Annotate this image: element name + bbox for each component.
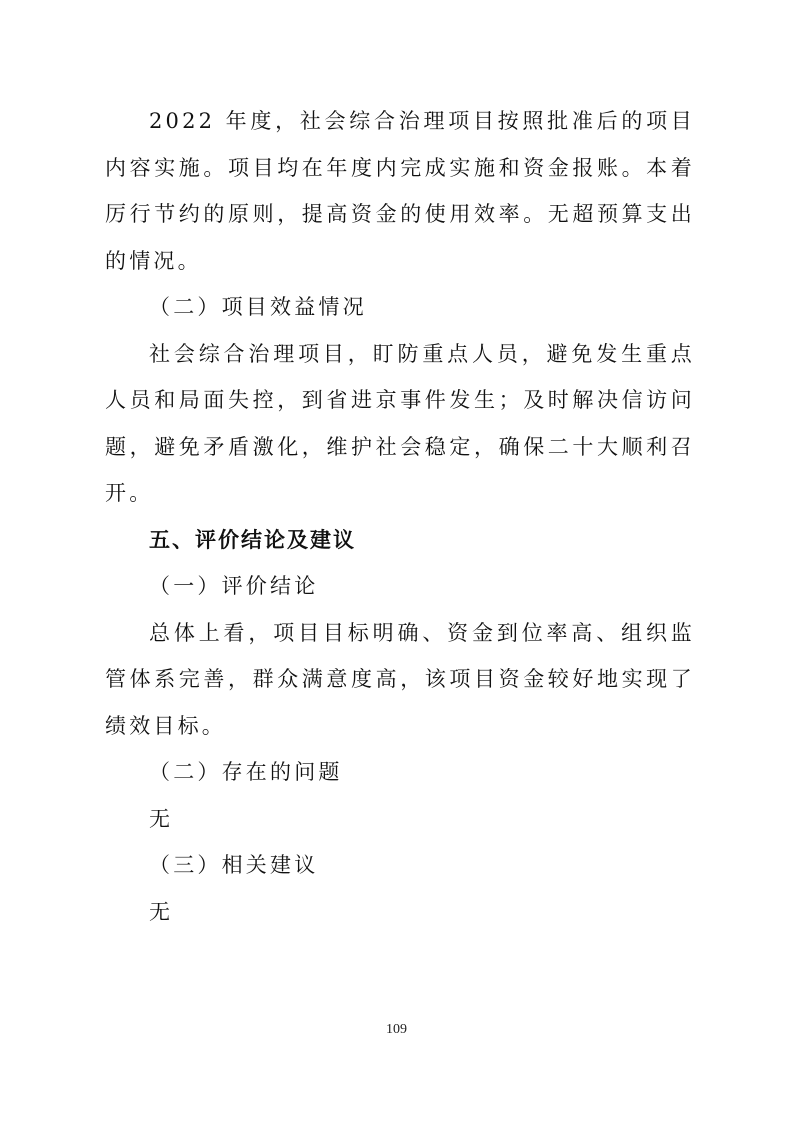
section-heading-project-benefits: （二）项目效益情况 [149,295,367,319]
page-number: 109 [386,1022,407,1037]
related-suggestions-text: 无 [149,899,174,924]
existing-problems-text: 无 [149,806,174,831]
project-benefits-paragraph: 社会综合治理项目，盯防重点人员，避免发生重点人员和局面失控，到省进京事件发生；及时解决信访问题，避免矛盾激化，维护社会稳定，确保二十大顺利召开。 [105,341,695,505]
evaluation-conclusion-paragraph: 总体上看，项目目标明确、资金到位率高、组织监管体系完善，群众满意度高，该项目资金较好地实现了绩效目标。 [105,620,695,738]
subheading-related-suggestions: （三）相关建议 [149,853,319,877]
page-body [105,98,695,935]
subheading-evaluation-conclusion: （一）评价结论 [149,574,319,598]
budget-execution-paragraph: 2022 年度，社会综合治理项目按照批准后的项目内容实施。项目均在年度内完成实施和资金报账。本着厉行节约的原则，提高资金的使用效率。无超预算支出的情况。 [105,109,695,273]
section-heading-conclusions: 五、评价结论及建议 [149,527,356,552]
subheading-existing-problems: （二）存在的问题 [149,760,343,784]
